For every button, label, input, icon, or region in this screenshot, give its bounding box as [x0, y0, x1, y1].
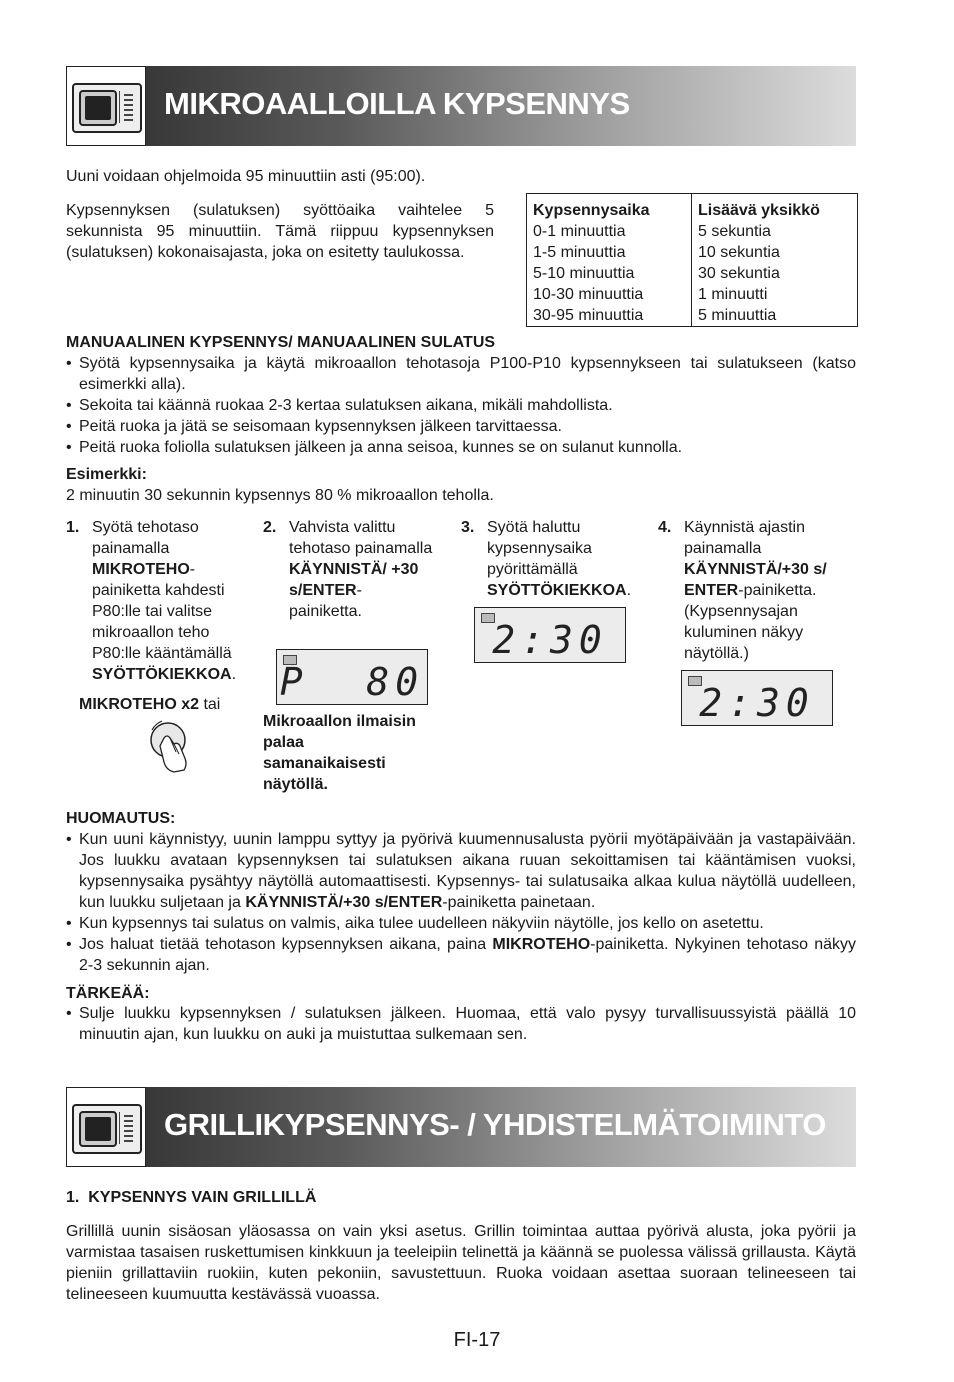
intro-text-2: Kypsennyksen (sulatuksen) syöttöaika vaihtelee 5 sekunnista 95 minuuttiin. Tämä riippuu kypsennyksen (sulatuksen) kokonaisajasta, joka on esitetty taulukossa. — [66, 202, 494, 261]
step-number: 4. — [658, 519, 672, 536]
step-3 — [461, 517, 641, 601]
grill-heading: 1. KYPSENNYS VAIN GRILLILLÄ — [66, 1189, 317, 1206]
lcd-display — [276, 649, 428, 705]
note-heading: HUOMAUTUS: — [66, 810, 176, 827]
step-1-caption: MIKROTEHO x2 tai — [79, 696, 221, 713]
list-item: • Syötä kypsennysaika ja käytä mikroaallon tehotasoja P100-P10 kypsennykseen tai sulatukseen (katso esimerkki alla). — [66, 353, 856, 395]
important-bullets — [66, 1003, 856, 1045]
microwave-icon — [72, 83, 142, 133]
table-cell: 1 minuutti — [698, 286, 768, 303]
lcd-display — [681, 670, 833, 726]
important-heading: TÄRKEÄÄ: — [66, 985, 150, 1002]
page-number: FI-17 — [453, 1329, 501, 1351]
list-item: • Kun kypsennys tai sulatus on valmis, aika tulee uudelleen näkyviin näytölle, jos kello on asetettu. — [66, 913, 856, 934]
display-readout: 2:30 — [492, 618, 608, 662]
section-banner-grill — [66, 1087, 856, 1167]
microwave-icon — [72, 1104, 142, 1154]
table-cell: 5 sekuntia — [698, 223, 771, 240]
list-item: • Jos haluat tietää tehotason kypsennyksen aikana, paina MIKROTEHO-painiketta. Nykyinen tehotaso näkyy 2-3 sekunnin ajan. — [66, 934, 856, 976]
step-number: 2. — [263, 519, 277, 536]
lcd-display — [474, 607, 626, 663]
table-cell: 5 minuuttia — [698, 307, 777, 324]
example-heading: Esimerkki: — [66, 466, 147, 483]
step-number: 1. — [66, 519, 80, 536]
example-text: 2 minuutin 30 sekunnin kypsennys 80 % mikroaallon teholla. — [66, 487, 494, 504]
section-title: GRILLIKYPSENNYS- / YHDISTELMÄTOIMINTO — [164, 1107, 826, 1142]
grill-text: Grillillä uunin sisäosan yläosassa on vain yksi asetus. Grillin toimintaa auttaa pyörivä alusta, joka pyörii ja varmistaa tasaisen ruskettumisen kinkkuun ja teeleipiin telinettä ja käännä se puolessa välissä grillausta. Käytä pieniin grillattaviin ruokiin, kuten pekoniin, savustettuun. Ruoka voidaan asettaa suoraan telineeseen tai telineeseen kuumuutta kestävässä vuoassa. — [66, 1223, 856, 1303]
table-cell: 0-1 minuuttia — [533, 223, 626, 240]
step-number: 3. — [461, 519, 475, 536]
manual-heading: MANUAALINEN KYPSENNYS/ MANUAALINEN SULATUS — [66, 334, 496, 351]
table-header-time: Kypsennysaika — [533, 202, 650, 219]
manual-bullets — [66, 353, 856, 458]
display-readout: 2:30 — [699, 681, 815, 725]
list-item: • Peitä ruoka foliolla sulatuksen jälkeen ja anna seisoa, kunnes se on sulanut kunnolla. — [66, 437, 856, 458]
dial-hand-icon — [140, 716, 196, 776]
table-header-unit: Lisäävä yksikkö — [698, 202, 820, 219]
microwave-icon-box — [66, 1087, 146, 1167]
step-text: Syötä tehotaso painamalla MIKROTEHO-painiketta kahdesti P80:lle tai valitse mikroaallon teho P80:lle kääntämällä SYÖTTÖKIEKKOA. — [92, 519, 237, 683]
section-banner-microwave — [66, 66, 856, 146]
step-1 — [66, 517, 256, 685]
step-text: Vahvista valittu tehotaso painamalla KÄYNNISTÄ/ +30 s/ENTER-painiketta. — [289, 519, 433, 620]
list-item: • Sulje luukku kypsennyksen / sulatuksen jälkeen. Huomaa, että valo pysyy turvallisuussyistä päällä 10 minuutin ajan, kun luukku on auki ja muistuttaa sulkemaan sen. — [66, 1003, 856, 1045]
table-cell: 30 sekuntia — [698, 265, 780, 282]
note-bullets — [66, 829, 856, 976]
table-cell: 30-95 minuuttia — [533, 307, 644, 324]
step-4 — [658, 517, 854, 664]
list-item: • Kun uuni käynnistyy, uunin lamppu syttyy ja pyörivä kuumennusalusta pyörii myötäpäivään ja vastapäivään. Jos luukku avataan kypsennyksen tai sulatuksen aikana ruuan sekoittamisen tai kääntämisen vuoksi, kypsennysaika pysähtyy näytöllä automaattisesti. Kypsennys- tai sulatusaika alkaa kulua näytöllä uudelleen, kun luukku suljetaan ja KÄYNNISTÄ/+30 s/ENTER-painiketta painetaan. — [66, 829, 856, 913]
section-title: MIKROAALLOILLA KYPSENNYS — [164, 86, 630, 121]
table-cell: 10-30 minuuttia — [533, 286, 644, 303]
step-text: Syötä haluttu kypsennysaika pyörittämällä SYÖTTÖKIEKKOA. — [487, 519, 632, 599]
step-text: Käynnistä ajastin painamalla KÄYNNISTÄ/+30 s/ ENTER-painiketta. (Kypsennysajan kuluminen näkyy näytöllä.) — [684, 519, 827, 662]
list-item: • Peitä ruoka ja jätä se seisomaan kypsennyksen jälkeen tarvittaessa. — [66, 416, 856, 437]
table-cell: 5-10 minuuttia — [533, 265, 635, 282]
step-2-caption: Mikroaallon ilmaisin palaa samanaikaisesti näytöllä. — [263, 713, 416, 793]
table-cell: 1-5 minuuttia — [533, 244, 626, 261]
display-readout: P 80 — [279, 660, 425, 704]
cooking-time-table — [526, 193, 858, 327]
table-cell: 10 sekuntia — [698, 244, 780, 261]
step-2 — [263, 517, 433, 622]
microwave-icon-box — [66, 66, 146, 146]
intro-text: Uuni voidaan ohjelmoida 95 minuuttiin asti (95:00). — [66, 168, 426, 185]
list-item: • Sekoita tai käännä ruokaa 2-3 kertaa sulatuksen aikana, mikäli mahdollista. — [66, 395, 856, 416]
